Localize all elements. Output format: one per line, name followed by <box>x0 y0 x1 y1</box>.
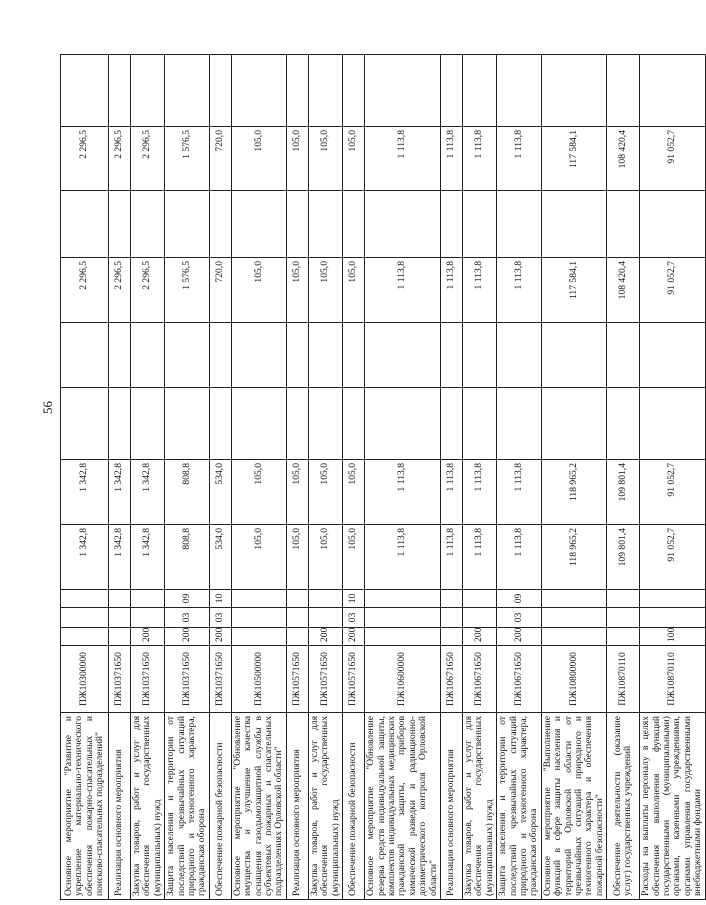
row-amount-5: 1 576,5 <box>165 258 210 323</box>
row-description: Закупка товаров, работ и услуг для обеспечения государственных (муниципальных) нужд <box>308 713 342 900</box>
row-amount-7: 105,0 <box>286 127 308 191</box>
row-amount-6 <box>497 191 542 258</box>
row-kvr <box>607 628 640 646</box>
row-amount-4 <box>61 323 109 388</box>
row-amount-1: 1 113,8 <box>440 525 462 590</box>
row-subsection <box>308 590 342 608</box>
row-amount-8 <box>365 55 441 127</box>
row-amount-8 <box>165 55 210 127</box>
row-description: Реализация основного мероприятия <box>440 713 462 900</box>
page-number: 56 <box>40 401 55 414</box>
row-code: ПЖ10500000 <box>231 646 286 713</box>
row-amount-7: 1 113,8 <box>365 127 441 191</box>
row-section <box>541 608 606 628</box>
row-amount-8 <box>640 55 705 127</box>
row-amount-2: 1 342,8 <box>131 460 165 525</box>
row-amount-6 <box>541 191 606 258</box>
row-section <box>440 608 462 628</box>
row-amount-7: 108 420,4 <box>607 127 640 191</box>
row-amount-8 <box>343 55 365 127</box>
row-code: ПЖ10600000 <box>365 646 441 713</box>
row-amount-3 <box>640 388 705 460</box>
row-amount-5: 1 113,8 <box>365 258 441 323</box>
row-amount-5: 1 113,8 <box>462 258 496 323</box>
row-kvr: 200 <box>209 628 231 646</box>
row-amount-2: 118 965,2 <box>541 460 606 525</box>
row-amount-8 <box>61 55 109 127</box>
row-code: ПЖ10571650 <box>343 646 365 713</box>
row-code: ПЖ10671650 <box>497 646 542 713</box>
row-amount-8 <box>308 55 342 127</box>
row-subsection <box>286 590 308 608</box>
row-amount-2: 1 342,8 <box>61 460 109 525</box>
table-row <box>165 55 210 900</box>
row-description: Защита населения и территории от последствий чрезвычайных ситуаций природного и техногенного характера, гражданская оборона <box>165 713 210 900</box>
row-section <box>286 608 308 628</box>
row-amount-7: 105,0 <box>231 127 286 191</box>
row-amount-1: 109 801,4 <box>607 525 640 590</box>
row-amount-4 <box>497 323 542 388</box>
row-amount-5: 2 296,5 <box>109 258 131 323</box>
row-amount-7: 117 584,1 <box>541 127 606 191</box>
row-amount-8 <box>462 55 496 127</box>
row-amount-6 <box>231 191 286 258</box>
row-amount-1: 105,0 <box>286 525 308 590</box>
row-amount-1: 1 342,8 <box>109 525 131 590</box>
row-amount-6 <box>607 191 640 258</box>
row-kvr: 100 <box>640 628 705 646</box>
row-amount-4 <box>286 323 308 388</box>
row-amount-1: 105,0 <box>308 525 342 590</box>
table-row <box>497 55 542 900</box>
row-amount-4 <box>109 323 131 388</box>
row-section: 03 <box>497 608 542 628</box>
row-amount-2: 1 113,8 <box>462 460 496 525</box>
row-amount-1: 105,0 <box>343 525 365 590</box>
row-amount-5: 105,0 <box>286 258 308 323</box>
row-amount-2: 534,0 <box>209 460 231 525</box>
table-row <box>286 55 308 900</box>
row-amount-4 <box>462 323 496 388</box>
row-amount-7: 1 113,8 <box>462 127 496 191</box>
row-amount-3 <box>607 388 640 460</box>
row-amount-5: 105,0 <box>231 258 286 323</box>
row-amount-6 <box>165 191 210 258</box>
row-amount-3 <box>365 388 441 460</box>
row-amount-8 <box>607 55 640 127</box>
row-code: ПЖ10571650 <box>286 646 308 713</box>
row-amount-4 <box>165 323 210 388</box>
row-description: Основное мероприятие "Выполнение функций в сфере защиты населения и территорий Орловской области от чрезвычайных ситуаций природного и техногенного характера и обеспечения пожарной безопасности" <box>541 713 606 900</box>
row-amount-4 <box>640 323 705 388</box>
row-section: 03 <box>165 608 210 628</box>
row-amount-7: 105,0 <box>308 127 342 191</box>
row-amount-7: 2 296,5 <box>109 127 131 191</box>
budget-table <box>60 54 706 900</box>
row-code: ПЖ10800000 <box>541 646 606 713</box>
row-kvr <box>286 628 308 646</box>
table-row <box>109 55 131 900</box>
row-subsection: 10 <box>209 590 231 608</box>
row-amount-5: 91 052,7 <box>640 258 705 323</box>
row-kvr: 200 <box>497 628 542 646</box>
row-amount-5: 1 113,8 <box>440 258 462 323</box>
table-row <box>131 55 165 900</box>
row-amount-6 <box>343 191 365 258</box>
row-description: Закупка товаров, работ и услуг для обеспечения государственных (муниципальных) нужд <box>131 713 165 900</box>
row-kvr <box>365 628 441 646</box>
row-subsection: 09 <box>165 590 210 608</box>
row-amount-3 <box>231 388 286 460</box>
row-kvr: 200 <box>308 628 342 646</box>
row-subsection <box>640 590 705 608</box>
row-amount-2: 105,0 <box>343 460 365 525</box>
row-code: ПЖ10371650 <box>109 646 131 713</box>
row-amount-3 <box>109 388 131 460</box>
row-kvr <box>231 628 286 646</box>
row-amount-3 <box>462 388 496 460</box>
row-subsection <box>541 590 606 608</box>
row-amount-2: 105,0 <box>308 460 342 525</box>
table-body <box>61 55 706 900</box>
table-row <box>231 55 286 900</box>
row-amount-5: 105,0 <box>343 258 365 323</box>
row-subsection <box>61 590 109 608</box>
row-description: Основное мероприятие "Обновление резерва средств индивидуальной защиты, комплектов индивидуальных медицинских гражданской защиты, приборов химической разведки и радиационно-дозиметрического контроля Орловской области" <box>365 713 441 900</box>
row-amount-5: 720,0 <box>209 258 231 323</box>
row-amount-3 <box>541 388 606 460</box>
row-kvr: 200 <box>131 628 165 646</box>
row-amount-6 <box>365 191 441 258</box>
row-section <box>231 608 286 628</box>
row-amount-1: 105,0 <box>231 525 286 590</box>
row-amount-6 <box>61 191 109 258</box>
row-section <box>61 608 109 628</box>
row-amount-5: 2 296,5 <box>61 258 109 323</box>
row-amount-5: 105,0 <box>308 258 342 323</box>
table-row <box>607 55 640 900</box>
row-section <box>640 608 705 628</box>
row-amount-4 <box>209 323 231 388</box>
row-amount-6 <box>131 191 165 258</box>
row-kvr: 200 <box>462 628 496 646</box>
row-section <box>462 608 496 628</box>
row-amount-4 <box>541 323 606 388</box>
row-amount-4 <box>607 323 640 388</box>
table-row <box>440 55 462 900</box>
row-amount-4 <box>131 323 165 388</box>
row-amount-8 <box>541 55 606 127</box>
row-subsection <box>109 590 131 608</box>
row-amount-7: 1 113,8 <box>440 127 462 191</box>
row-section <box>607 608 640 628</box>
row-code: ПЖ10300000 <box>61 646 109 713</box>
table-row <box>61 55 109 900</box>
row-description: Реализация основного мероприятия <box>109 713 131 900</box>
row-code: ПЖ10571650 <box>308 646 342 713</box>
table-row <box>209 55 231 900</box>
row-amount-3 <box>308 388 342 460</box>
row-amount-2: 91 052,7 <box>640 460 705 525</box>
row-description: Расходы на выплаты персоналу в целях обеспечения выполнения функций государственными (муниципальными) органами, казенными учреждениями, органами управления государственными внебюджетными фондами <box>640 713 705 900</box>
row-amount-3 <box>343 388 365 460</box>
row-description: Основное мероприятие "Развитие и укрепление материально-технического обеспечения пожарно-спасательных и поисково-спасательных подразделений" <box>61 713 109 900</box>
row-code: ПЖ10671650 <box>462 646 496 713</box>
row-description: Обеспечение пожарной безопасности <box>209 713 231 900</box>
table-row <box>640 55 705 900</box>
row-amount-5: 1 113,8 <box>497 258 542 323</box>
row-amount-6 <box>209 191 231 258</box>
row-code: ПЖ10671650 <box>440 646 462 713</box>
row-amount-4 <box>343 323 365 388</box>
table-row <box>462 55 496 900</box>
row-subsection: 09 <box>497 590 542 608</box>
row-kvr <box>440 628 462 646</box>
row-amount-7: 720,0 <box>209 127 231 191</box>
row-amount-5: 117 584,1 <box>541 258 606 323</box>
row-amount-7: 1 576,5 <box>165 127 210 191</box>
row-code: ПЖ10870110 <box>640 646 705 713</box>
row-amount-8 <box>440 55 462 127</box>
row-amount-1: 1 342,8 <box>131 525 165 590</box>
budget-table-wrapper <box>60 55 704 900</box>
row-amount-8 <box>497 55 542 127</box>
row-amount-2: 105,0 <box>231 460 286 525</box>
row-amount-8 <box>209 55 231 127</box>
row-subsection <box>231 590 286 608</box>
row-amount-1: 1 113,8 <box>365 525 441 590</box>
row-amount-1: 534,0 <box>209 525 231 590</box>
row-amount-8 <box>131 55 165 127</box>
row-amount-2: 1 113,8 <box>440 460 462 525</box>
table-row <box>541 55 606 900</box>
row-code: ПЖ10371650 <box>209 646 231 713</box>
row-description: Реализация основного мероприятия <box>286 713 308 900</box>
row-amount-7: 2 296,5 <box>61 127 109 191</box>
row-amount-2: 1 342,8 <box>109 460 131 525</box>
row-kvr <box>109 628 131 646</box>
row-amount-7: 91 052,7 <box>640 127 705 191</box>
row-subsection <box>440 590 462 608</box>
row-amount-1: 91 052,7 <box>640 525 705 590</box>
row-section <box>131 608 165 628</box>
row-amount-1: 808,8 <box>165 525 210 590</box>
row-kvr <box>61 628 109 646</box>
row-subsection <box>131 590 165 608</box>
row-amount-1: 1 113,8 <box>497 525 542 590</box>
row-amount-6 <box>462 191 496 258</box>
row-amount-4 <box>308 323 342 388</box>
table-row <box>308 55 342 900</box>
row-amount-8 <box>109 55 131 127</box>
row-description: Закупка товаров, работ и услуг для обеспечения государственных (муниципальных) нужд <box>462 713 496 900</box>
row-subsection: 10 <box>343 590 365 608</box>
row-section: 03 <box>209 608 231 628</box>
row-kvr: 200 <box>343 628 365 646</box>
table-row <box>365 55 441 900</box>
row-amount-4 <box>440 323 462 388</box>
row-amount-8 <box>286 55 308 127</box>
row-amount-2: 105,0 <box>286 460 308 525</box>
page-bottom-edge <box>0 880 640 881</box>
row-section <box>109 608 131 628</box>
row-amount-2: 109 801,4 <box>607 460 640 525</box>
row-kvr <box>541 628 606 646</box>
row-amount-4 <box>231 323 286 388</box>
row-amount-2: 1 113,8 <box>497 460 542 525</box>
row-amount-1: 1 113,8 <box>462 525 496 590</box>
row-amount-3 <box>209 388 231 460</box>
row-amount-8 <box>231 55 286 127</box>
table-row <box>343 55 365 900</box>
row-amount-3 <box>286 388 308 460</box>
row-amount-2: 1 113,8 <box>365 460 441 525</box>
row-amount-6 <box>109 191 131 258</box>
row-kvr: 200 <box>165 628 210 646</box>
row-subsection <box>607 590 640 608</box>
row-code: ПЖ10371650 <box>131 646 165 713</box>
row-amount-4 <box>365 323 441 388</box>
row-amount-3 <box>131 388 165 460</box>
row-amount-3 <box>497 388 542 460</box>
row-subsection <box>462 590 496 608</box>
row-description: Основное мероприятие "Обновление имущества и улучшение качества оснащения газодымозащитной службы в субъектовых пожарных и спасательных подразделениях Орловской области" <box>231 713 286 900</box>
row-amount-6 <box>286 191 308 258</box>
row-amount-7: 1 113,8 <box>497 127 542 191</box>
row-amount-6 <box>308 191 342 258</box>
row-description: Обеспечение деятельности (оказание услуг) государственных учреждений <box>607 713 640 900</box>
row-amount-5: 108 420,4 <box>607 258 640 323</box>
row-amount-3 <box>440 388 462 460</box>
row-amount-7: 105,0 <box>343 127 365 191</box>
row-section <box>308 608 342 628</box>
row-amount-1: 1 342,8 <box>61 525 109 590</box>
row-code: ПЖ10870110 <box>607 646 640 713</box>
row-description: Защита населения и территории от последствий чрезвычайных ситуаций природного и техногенного характера, гражданская оборона <box>497 713 542 900</box>
row-amount-3 <box>61 388 109 460</box>
row-amount-6 <box>440 191 462 258</box>
row-subsection <box>365 590 441 608</box>
row-section <box>365 608 441 628</box>
row-amount-6 <box>640 191 705 258</box>
row-amount-5: 2 296,5 <box>131 258 165 323</box>
row-amount-7: 2 296,5 <box>131 127 165 191</box>
row-amount-3 <box>165 388 210 460</box>
row-code: ПЖ10371650 <box>165 646 210 713</box>
row-amount-1: 118 965,2 <box>541 525 606 590</box>
row-description: Обеспечение пожарной безопасности <box>343 713 365 900</box>
row-amount-2: 808,8 <box>165 460 210 525</box>
row-section: 03 <box>343 608 365 628</box>
